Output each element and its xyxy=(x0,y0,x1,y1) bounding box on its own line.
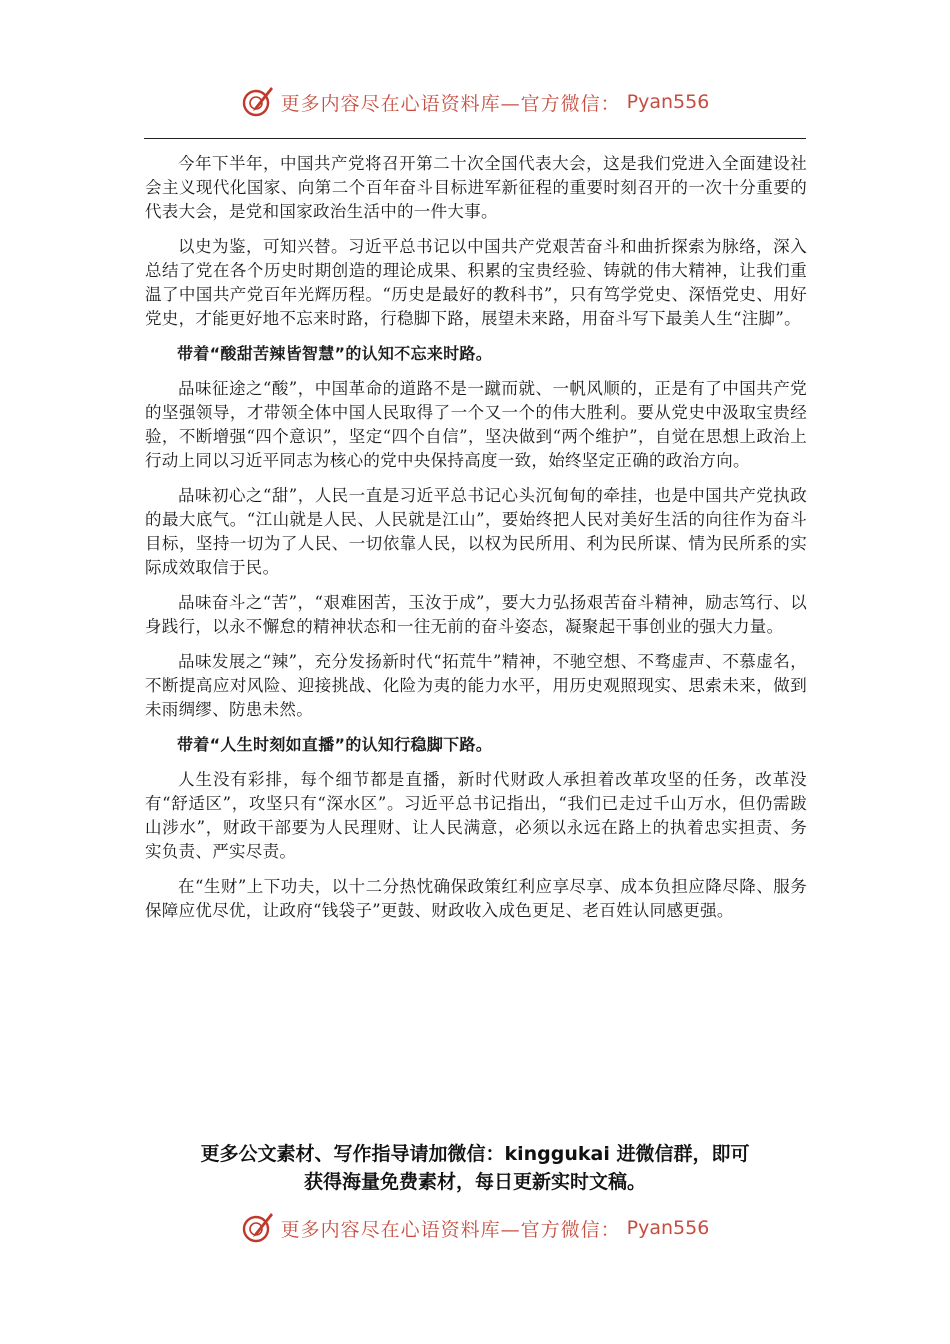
paragraph: 人生没有彩排，每个细节都是直播，新时代财政人承担着改革攻坚的任务，改革没有“舒适区”，攻坚只有“深水区”。习近平总书记指出，“我们已走过千山万水，但仍需跋山涉水”，财政干部要为人民理财、让人民满意，必须以永远在路上的执着忠实担责、务实负责、严实尽责。 xyxy=(145,770,807,861)
paragraph: 品味征途之“酸”，中国革命的道路不是一蹴而就、一帆风顺的，正是有了中国共产党的坚强领导，才带领全体中国人民取得了一个又一个的伟大胜利。要从党史中汲取宝贵经验，不断增强“四个意识”，坚定“四个自信”，坚决做到“两个维护”，自觉在思想上政治上行动上同以习近平同志为核心的党中央保持高度一致，始终坚定正确的政治方向。 xyxy=(145,379,807,470)
quill-pen-icon xyxy=(241,1211,275,1245)
paragraph: 品味发展之“辣”，充分发扬新时代“拓荒牛”精神，不驰空想、不骛虚声、不慕虚名，不断提高应对风险、迎接挑战、化险为夷的能力水平，用历史观照现实、思索未来，做到未雨绸缪、防患未然。 xyxy=(145,652,807,719)
page-footer xyxy=(0,1208,950,1248)
brand-text: 更多内容尽在心语资料库—官方微信： xyxy=(280,1218,621,1241)
promo-line-2: 获得海量免费素材，每日更新实时文稿。 xyxy=(303,1171,646,1193)
page-header xyxy=(0,82,950,122)
quill-pen-icon xyxy=(241,85,275,119)
brand-banner xyxy=(241,85,710,119)
section-heading: 带着“人生时刻如直播”的认知行稳脚下路。 xyxy=(177,735,493,754)
promo-callout xyxy=(110,1140,840,1196)
paragraph: 品味初心之“甜”，人民一直是习近平总书记心头沉甸甸的牵挂，也是中国共产党执政的最大底气。“江山就是人民、人民就是江山”，要始终把人民对美好生活的向往作为奋斗目标，坚持一切为了人民、一切依靠人民，以权为民所用、利为民所谋、情为民所系的实际成效取信于民。 xyxy=(145,486,807,577)
document-body xyxy=(145,152,807,934)
paragraph: 在“生财”上下功夫，以十二分热忱确保政策红利应享尽享、成本负担应降尽降、服务保障应优尽优，让政府“钱袋子”更鼓、财政收入成色更足、老百姓认同感更强。 xyxy=(145,877,807,920)
wechat-id: Pyan556 xyxy=(626,91,710,113)
header-divider xyxy=(144,138,806,139)
promo-line-1: 更多公文素材、写作指导请加微信：kinggukai 进微信群，即可 xyxy=(200,1143,750,1165)
section-heading: 带着“酸甜苦辣皆智慧”的认知不忘来时路。 xyxy=(177,344,493,363)
paragraph: 今年下半年，中国共产党将召开第二十次全国代表大会，这是我们党进入全面建设社会主义现代化国家、向第二个百年奋斗目标进军新征程的重要时刻召开的一次十分重要的代表大会，是党和国家政治生活中的一件大事。 xyxy=(145,154,807,221)
brand-banner xyxy=(241,1211,710,1245)
wechat-id: Pyan556 xyxy=(626,1217,710,1239)
paragraph: 以史为鉴，可知兴替。习近平总书记以中国共产党艰苦奋斗和曲折探索为脉络，深入总结了党在各个历史时期创造的理论成果、积累的宝贵经验、铸就的伟大精神，让我们重温了中国共产党百年光辉历程。“历史是最好的教科书”，只有笃学党史、深悟党史、用好党史，才能更好地不忘来时路，行稳脚下路，展望未来路，用奋斗写下最美人生“注脚”。 xyxy=(145,237,807,328)
brand-text: 更多内容尽在心语资料库—官方微信： xyxy=(280,92,621,115)
paragraph: 品味奋斗之“苦”，“艰难困苦，玉汝于成”，要大力弘扬艰苦奋斗精神，励志笃行、以身践行，以永不懈怠的精神状态和一往无前的奋斗姿态，凝聚起干事创业的强大力量。 xyxy=(145,593,807,636)
